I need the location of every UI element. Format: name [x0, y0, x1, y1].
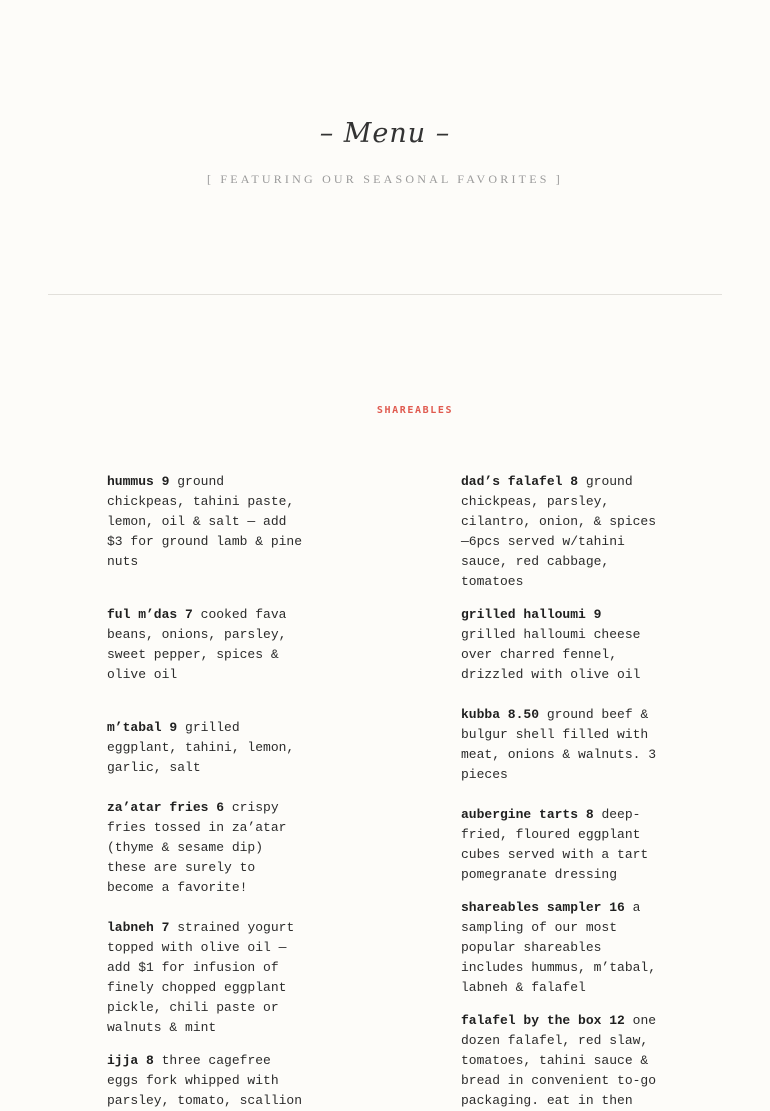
menu-item-name: grilled halloumi 9: [461, 607, 602, 622]
menu-item: [461, 805, 661, 885]
menu-item-name: dad’s falafel 8: [461, 474, 579, 489]
menu-item-description: ground beef & bulgur shell filled with meat, onions & walnuts. 3 pieces: [461, 707, 657, 782]
menu-item: [461, 898, 661, 998]
menu-item-name: za’atar fries 6: [107, 800, 225, 815]
menu-item-name: ful m’das 7: [107, 607, 193, 622]
menu-item-description: one dozen falafel, red slaw, tomatoes, tahini sauce & bread in convenient to-go packaging. eat in then: [461, 1013, 657, 1108]
menu-item-name: shareables sampler 16: [461, 900, 625, 915]
menu-title: – Menu –: [319, 118, 451, 149]
menu-item-name: m’tabal 9: [107, 720, 178, 735]
menu-item: [107, 472, 307, 572]
menu-item-name: falafel by the box 12: [461, 1013, 625, 1028]
menu-item-name: ijja 8: [107, 1053, 154, 1068]
menu-item-description: deep-fried, floured eggplant cubes served with a tart pomegranate dressing: [461, 807, 649, 882]
menu-subtitle: [ FEATURING OUR SEASONAL FAVORITES ]: [207, 172, 563, 186]
menu-item-name: aubergine tarts 8: [461, 807, 594, 822]
menu-item-description: ground chickpeas, parsley, cilantro, onion, & spices —6pcs served w/tahini sauce, red cabbage, tomatoes: [461, 474, 657, 589]
menu-item: [107, 1051, 307, 1111]
menu-item-description: strained yogurt topped with olive oil — add $1 for infusion of finely chopped eggplant pickle, chili paste or walnuts & mint: [107, 920, 295, 1035]
menu-item-description: a sampling of our most popular shareables includes hummus, m’tabal, labneh & falafel: [461, 900, 657, 995]
menu-item-description: grilled eggplant, tahini, lemon, garlic, salt: [107, 720, 295, 775]
menu-item: [461, 605, 661, 685]
menu-item: [107, 718, 307, 778]
menu-item: [461, 472, 661, 592]
menu-item-description: crispy fries tossed in za’atar (thyme & sesame dip) these are surely to become a favorite!: [107, 800, 287, 895]
menu-item: [107, 798, 307, 898]
menu-item: [107, 918, 307, 1038]
menu-item-description: three cagefree eggs fork whipped with parsley, tomato, scallion: [107, 1053, 303, 1108]
menu-item: [461, 1011, 661, 1111]
menu-item-description: cooked fava beans, onions, parsley, sweet pepper, spices & olive oil: [107, 607, 287, 682]
section-title-shareables: SHAREABLES: [376, 405, 454, 416]
menu-item: [107, 605, 307, 685]
menu-item-name: kubba 8.50: [461, 707, 540, 722]
header-divider: [48, 294, 722, 295]
menu-item-description: ground chickpeas, tahini paste, lemon, oil & salt — add $3 for ground lamb & pine nuts: [107, 474, 303, 569]
menu-item: [461, 705, 661, 785]
menu-item-description: grilled halloumi cheese over charred fennel, drizzled with olive oil: [461, 627, 641, 682]
menu-item-name: hummus 9: [107, 474, 170, 489]
menu-item-name: labneh 7: [107, 920, 170, 935]
